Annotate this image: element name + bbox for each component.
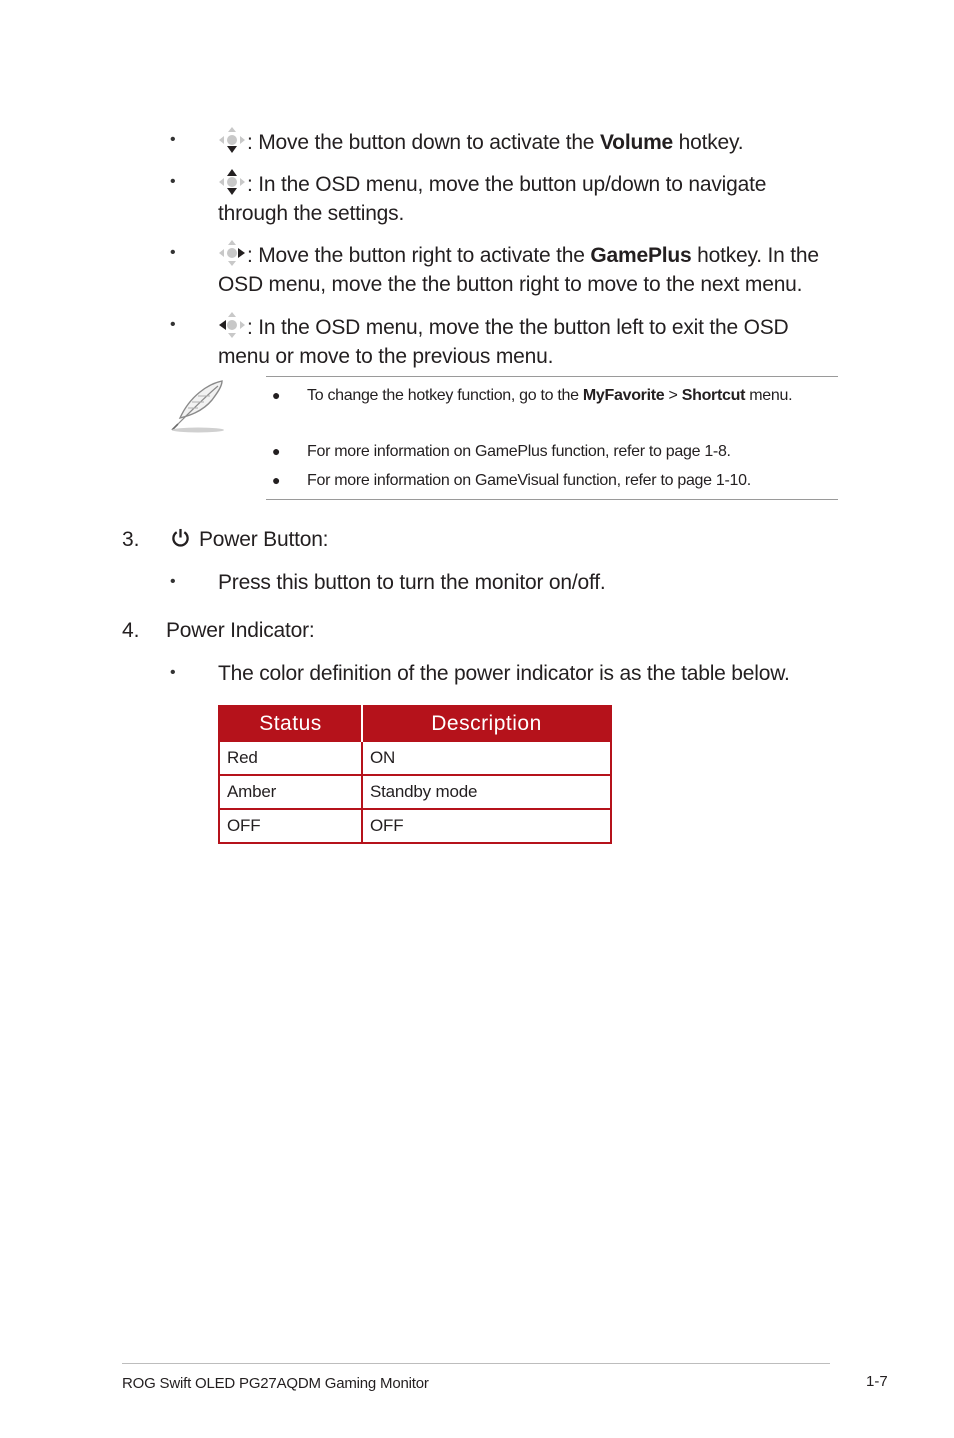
table-header-row <box>219 706 611 741</box>
section-number: 3. <box>122 528 140 551</box>
table-cell-description: ON <box>362 741 611 775</box>
note-item-hotkey: ● To change the hotkey function, go to the MyFavorite > Shortcut menu. <box>272 387 793 404</box>
table-cell-description: OFF <box>362 809 611 843</box>
bullet-dot: • <box>170 244 176 261</box>
section-label-power-indicator: Power Indicator: <box>166 619 315 642</box>
table-header-status: Status <box>219 706 362 741</box>
table-cell-description: Standby mode <box>362 775 611 809</box>
table-row <box>219 775 611 809</box>
joystick-right-icon <box>218 239 246 267</box>
bullet-dot: • <box>170 131 176 148</box>
note-top-rule <box>266 376 838 377</box>
power-icon <box>171 528 190 547</box>
bullet-dot: • <box>170 664 176 681</box>
bullet-dot: • <box>170 573 176 590</box>
bullet-dot: • <box>170 316 176 333</box>
joystick-updown-icon <box>218 168 246 196</box>
power-indicator-table <box>218 705 612 844</box>
table-cell-status: Red <box>219 741 362 775</box>
note-item-gameplus: ● For more information on GamePlus function, refer to page 1-8. <box>272 443 731 460</box>
page-number: 1-7 <box>866 1373 888 1390</box>
bullet-power-button: Press this button to turn the monitor on/off. <box>218 571 606 594</box>
bullet-joystick-updown: : In the OSD menu, move the button up/down to navigate through the settings. <box>218 168 838 228</box>
bullet-dot: • <box>170 173 176 190</box>
footer-rule <box>122 1363 830 1364</box>
bullet-joystick-right: : Move the button right to activate the GamePlus hotkey. In the OSD menu, move the the button right to move to the next menu. <box>218 239 838 299</box>
table-header-description: Description <box>362 706 611 741</box>
table-cell-status: Amber <box>219 775 362 809</box>
note-item-gamevisual: ● For more information on GameVisual function, refer to page 1-10. <box>272 472 751 489</box>
note-bottom-rule <box>266 499 838 500</box>
joystick-left-icon <box>218 311 246 339</box>
table-row <box>219 741 611 775</box>
section-number: 4. <box>122 619 140 642</box>
bullet-joystick-left: : In the OSD menu, move the the button left to exit the OSD menu or move to the previous menu. <box>218 311 838 371</box>
bullet-power-indicator: The color definition of the power indicator is as the table below. <box>218 662 790 685</box>
section-label-power-button: Power Button: <box>199 528 329 551</box>
joystick-down-icon <box>218 126 246 154</box>
table-cell-status: OFF <box>219 809 362 843</box>
table-row <box>219 809 611 843</box>
footer-title: ROG Swift OLED PG27AQDM Gaming Monitor <box>122 1375 429 1392</box>
bullet-joystick-down: : Move the button down to activate the Volume hotkey. <box>218 126 838 157</box>
feather-note-icon <box>168 378 228 434</box>
